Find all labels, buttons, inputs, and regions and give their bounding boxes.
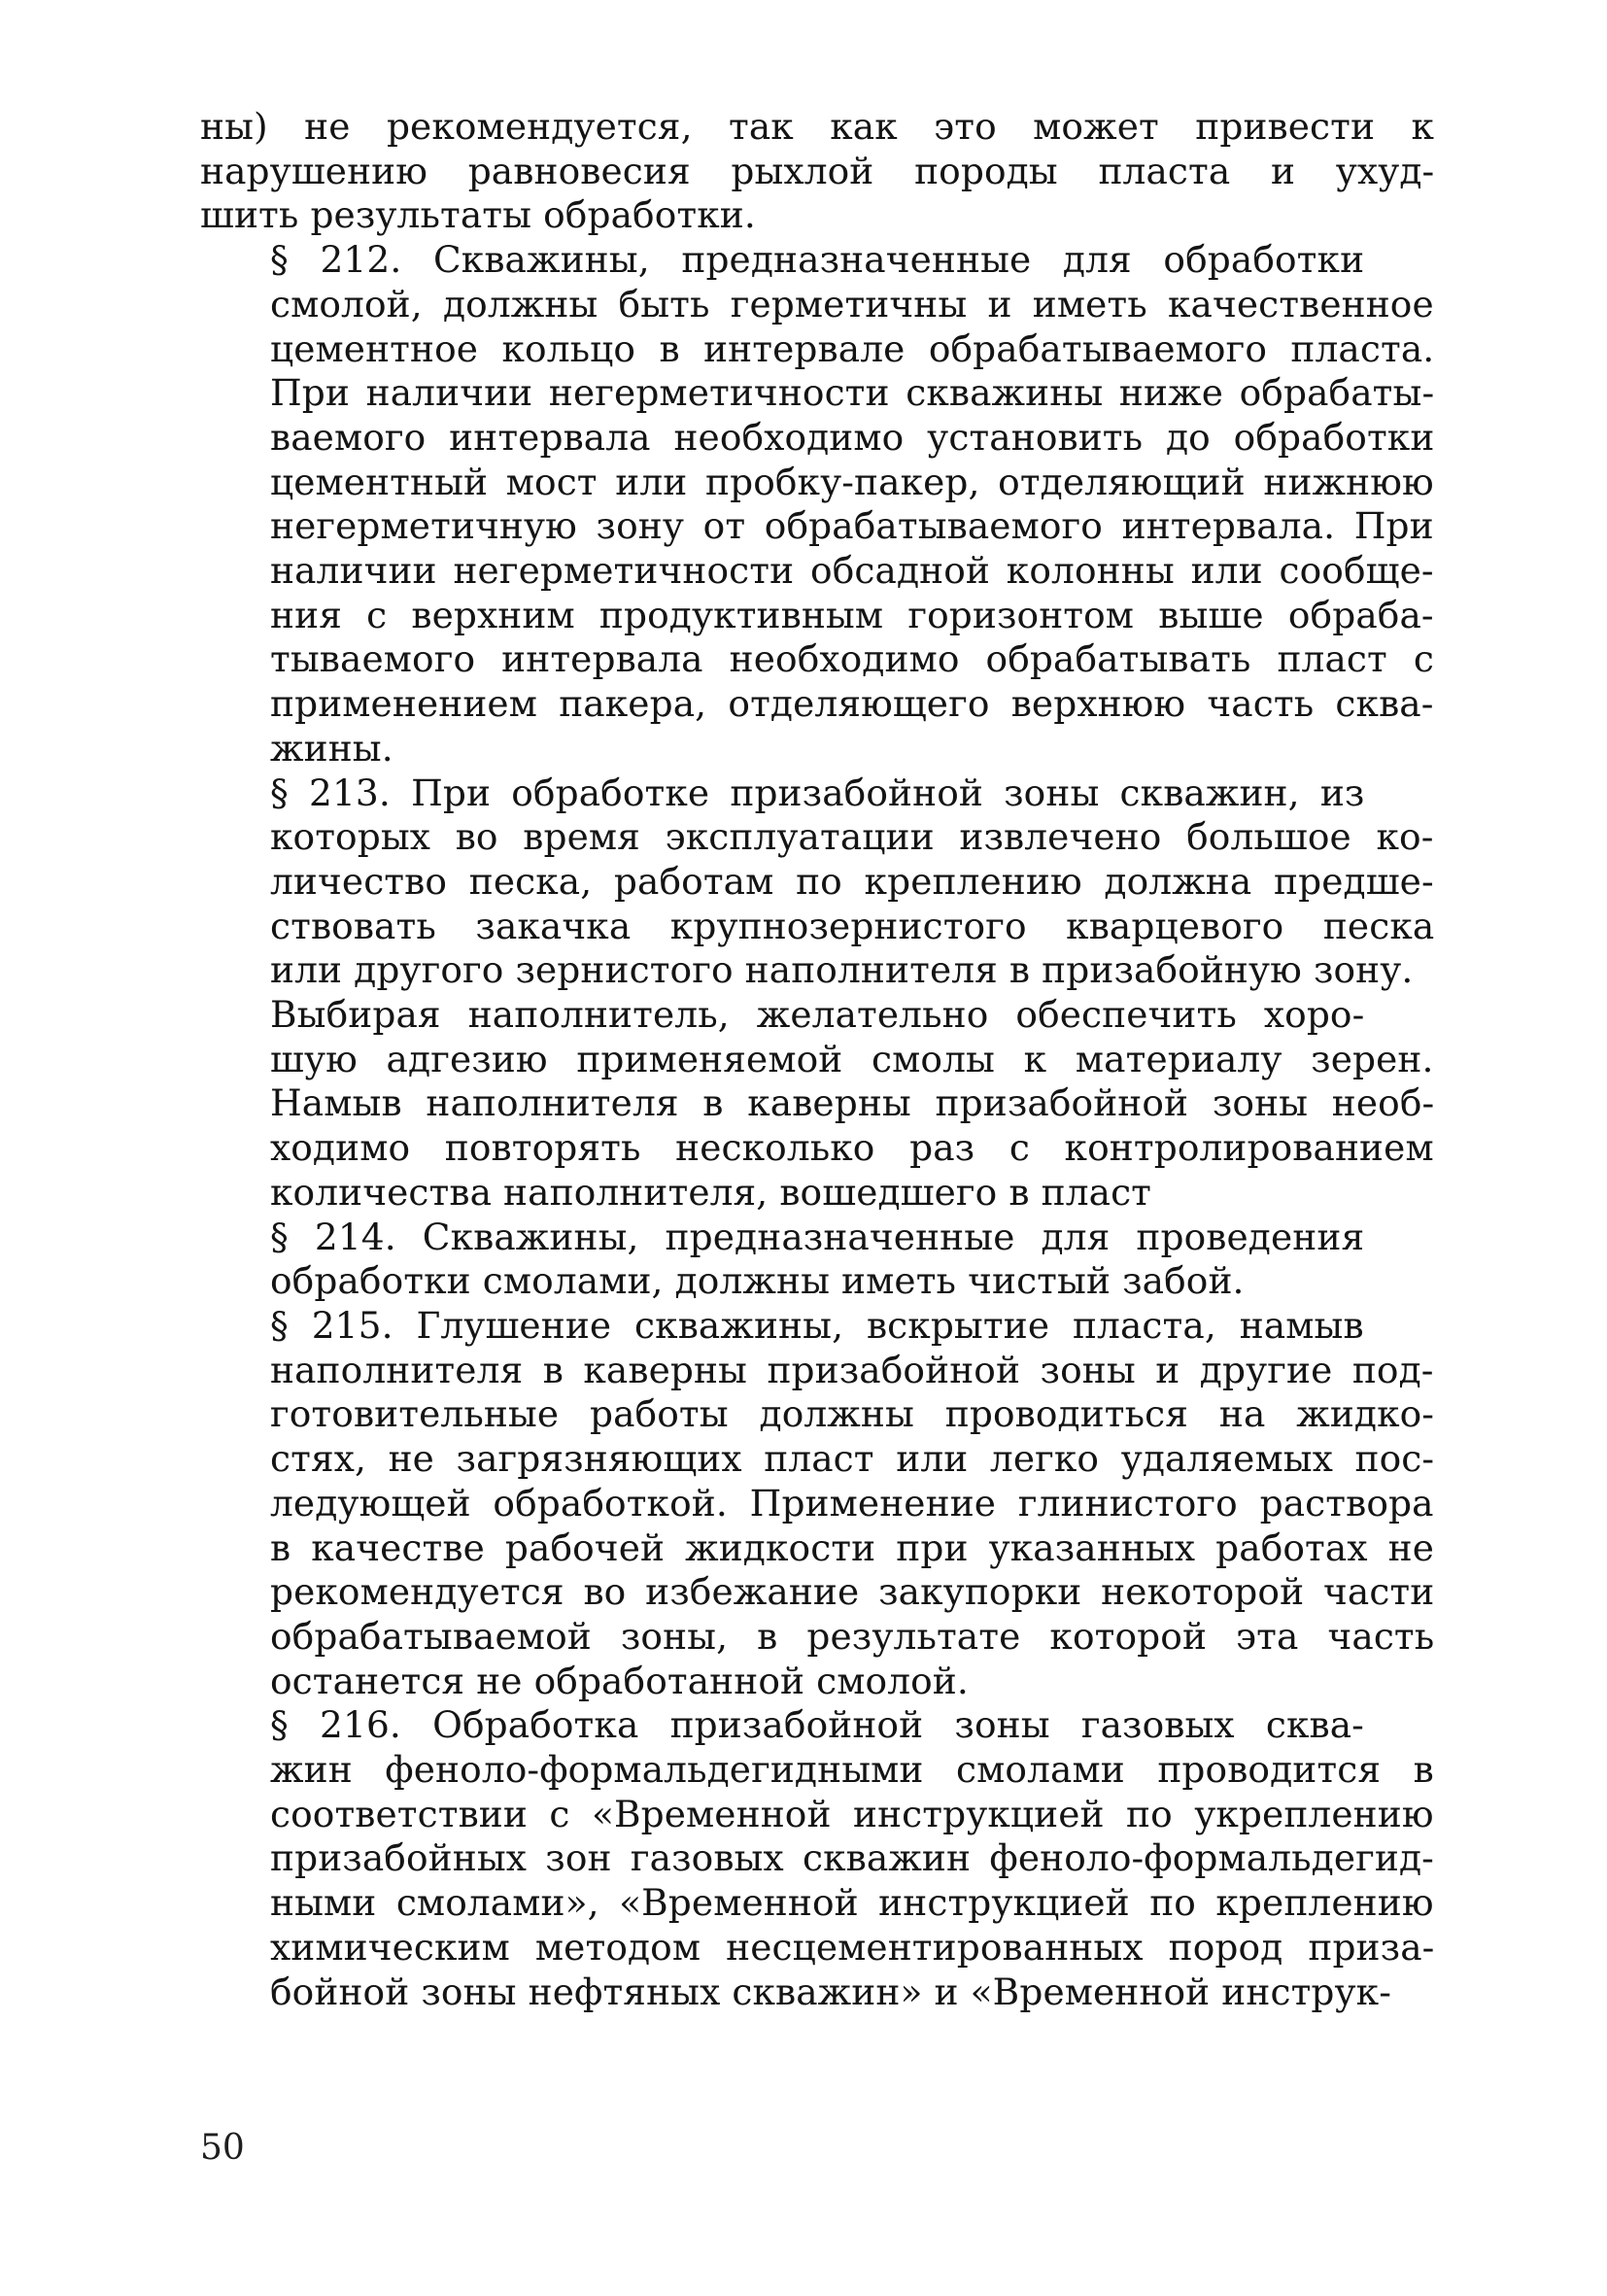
text-line: обработки смолами, должны иметь чистый забой. [270,1259,1245,1303]
paragraph [200,1304,1434,1703]
paragraph [200,1216,1434,1304]
paragraph [200,771,1434,994]
text-line: готовительные работы должны проводиться на жидко- [270,1392,1435,1436]
body-text [200,105,1434,2014]
text-line: рекомендуется во избежание закупорки некоторой части [270,1570,1435,1614]
text-line: останется не обработанной смолой. [270,1659,969,1702]
text-line: ходимо повторять несколько раз с контролированием [270,1126,1434,1170]
text-line: жин феноло-формальдегидными смолами проводится в [270,1748,1434,1792]
text-line: Выбирая наполнитель, желательно обеспечить хоро- [270,993,1365,1037]
text-line: нарушению равновесия рыхлой породы пласта и ухуд- [200,149,1435,192]
text-line: ны) не рекомендуется, так как это может привести к [200,105,1435,148]
paragraph [200,1703,1434,2014]
text-line: бойной зоны нефтяных скважин» и «Временной инструк- [270,1970,1391,2013]
text-line: § 215. Глушение скважины, вскрытие пласта, намыв [270,1303,1364,1347]
text-line: § 214. Скважины, предназначенные для проведения [270,1215,1365,1258]
text-line: личество песка, работам по креплению должна предше- [270,859,1434,903]
text-line: химическим методом несцементированных пород приза- [270,1925,1435,1969]
page-number: 50 [200,2128,245,2168]
text-line: соответствии с «Временной инструкцией по укреплению [270,1792,1434,1835]
text-line: обрабатываемой зоны, в результате которой эта часть [270,1614,1435,1658]
text-line: смолой, должны быть герметичны и иметь качественное [270,282,1434,326]
text-line: цементное кольцо в интервале обрабатываемого пласта. [270,326,1435,370]
paragraph [200,238,1434,771]
text-line: количества наполнителя, вошедшего в пласт [270,1170,1152,1214]
text-line: жины. [270,726,393,770]
text-line: Намыв наполнителя в каверны призабойной зоны необ- [270,1081,1435,1125]
text-line: негерметичную зону от обрабатываемого интервала. При [270,504,1434,548]
paragraph [200,105,1434,238]
text-line: § 212. Скважины, предназначенные для обработки [270,238,1365,282]
text-line: стях, не загрязняющих пласт или легко удаляемых пос- [270,1437,1435,1481]
text-line: шить результаты обработки. [200,193,756,237]
text-line: цементный мост или пробку-пакер, отделяющий нижнюю [270,460,1434,503]
text-line: наполнителя в каверны призабойной зоны и другие под- [270,1348,1434,1391]
text-line: наличии негерметичности обсадной колонны или сообще- [270,549,1434,593]
text-line: ваемого интервала необходимо установить до обработки [270,415,1435,459]
paragraph [200,993,1434,1216]
text-line: призабойных зон газовых скважин феноло-формальдегид- [270,1836,1434,1880]
text-line: ными смолами», «Временной инструкцией по креплению [270,1881,1434,1925]
text-line: которых во время эксплуатации извлечено большое ко- [270,815,1434,859]
text-line: ния с верхним продуктивным горизонтом выше обраба- [270,593,1434,636]
text-line: применением пакера, отделяющего верхнюю часть сква- [270,682,1434,726]
text-line: § 213. При обработке призабойной зоны скважин, из [270,771,1365,814]
text-line: ствовать закачка крупнозернистого кварцевого песка [270,904,1435,947]
text-line: ледующей обработкой. Применение глинистого раствора [270,1481,1434,1525]
text-line: При наличии негерметичности скважины ниже обрабаты- [270,371,1435,415]
text-line: § 216. Обработка призабойной зоны газовых сква- [270,1703,1364,1747]
text-line: в качестве рабочей жидкости при указанных работах не [270,1525,1435,1569]
text-line: тываемого интервала необходимо обрабатывать пласт с [270,637,1434,681]
text-line: или другого зернистого наполнителя в призабойную зону. [270,948,1414,992]
text-line: шую адгезию применяемой смолы к материалу зерен. [270,1037,1434,1080]
